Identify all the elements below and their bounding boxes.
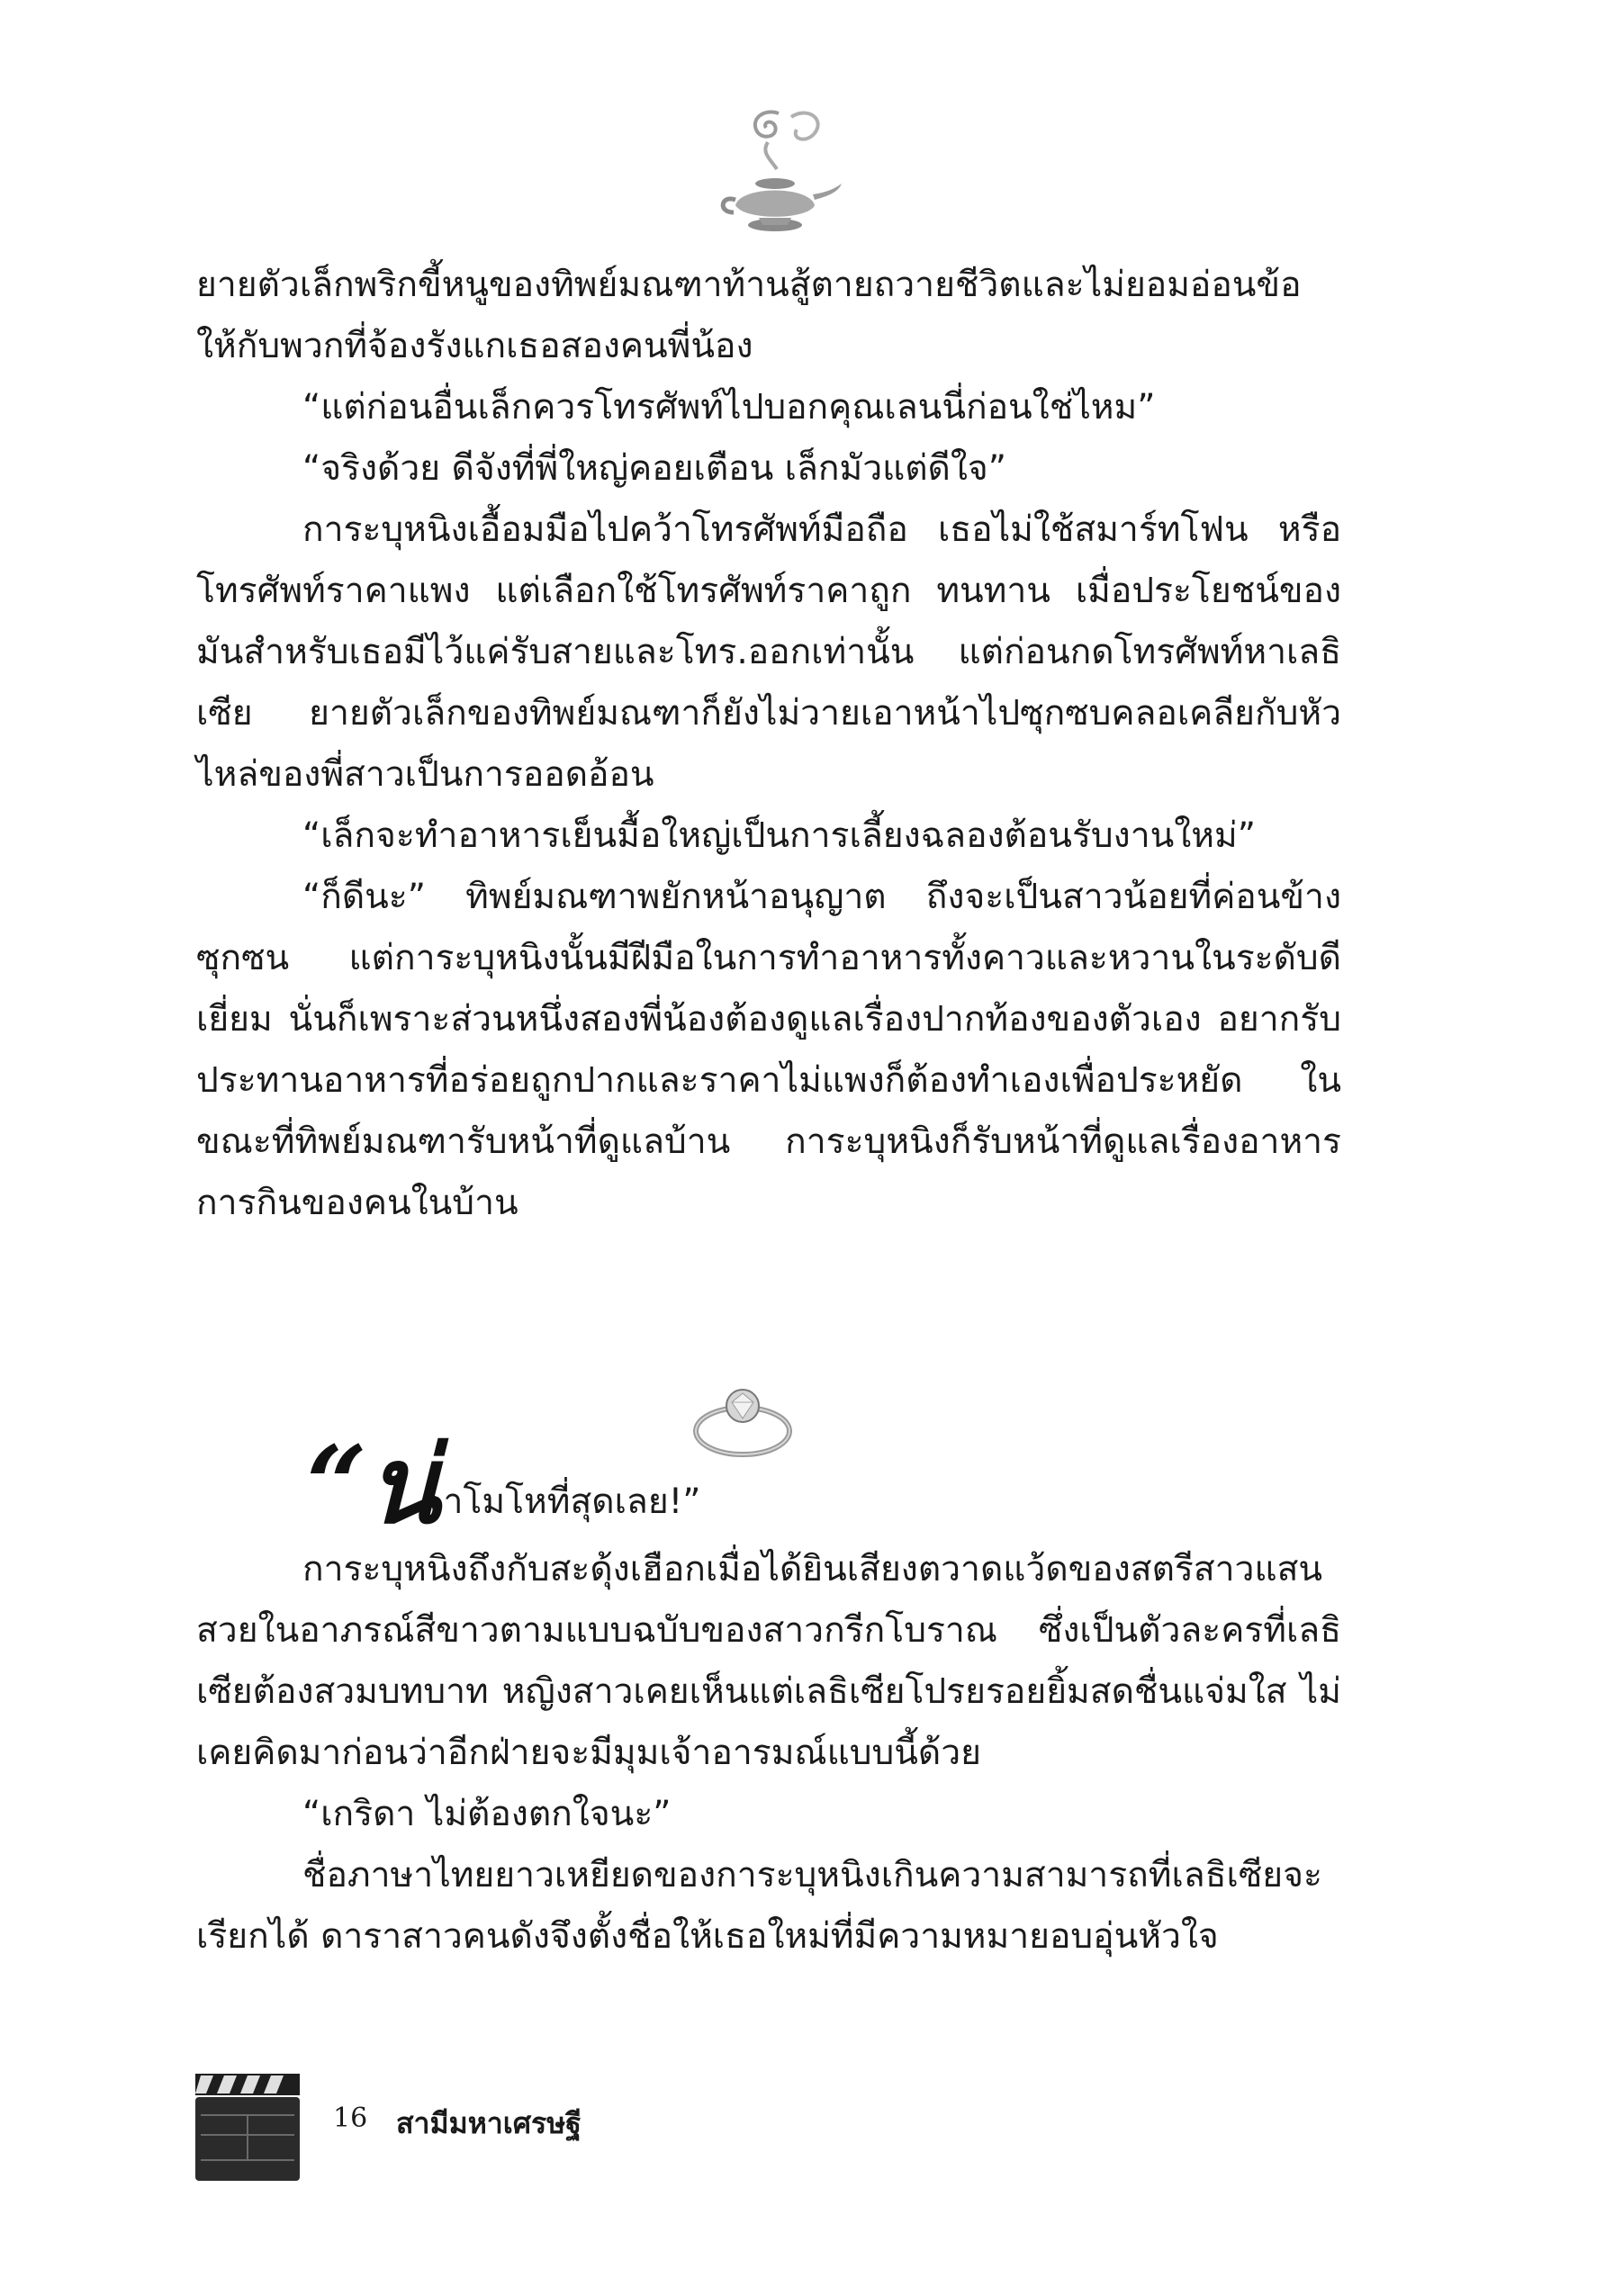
paragraph: “ก็ดีนะ” ทิพย์มณฑาพยักหน้าอนุญาต ถึงจะเป็นสาวน้อยที่ค่อนข้างซุกซน แต่การะบุหนิงนั้นมีฝีมือในการทำอาหารทั้งคาวและหวานในระดับดีเยี่ยม นั่นก็เพราะส่วนหนึ่งสองพี่น้องต้องดูแลเรื่องปากท้องของตัวเอง อยากรับประทานอาหารที่อร่อยถูกปากและราคาไม่แพงก็ต้องทำเองเพื่อประหยัด ในขณะที่ทิพย์มณฑารับหน้าที่ดูแลบ้าน การะบุหนิงก็รับหน้าที่ดูแลเรื่องอาหารการกินของคนในบ้าน xyxy=(196,877,1341,1223)
text-block-section-1 xyxy=(196,255,1341,1234)
drop-cap: “น่ xyxy=(306,1422,440,1547)
paragraph: “เกริดา ไม่ต้องตกใจนะ” xyxy=(302,1794,672,1834)
diamond-ring-icon xyxy=(691,1384,795,1465)
opening-text: าโมโหที่สุดเลย!” xyxy=(443,1481,701,1522)
film-clapperboard-icon xyxy=(194,2070,302,2183)
paragraph: “แต่ก่อนอื่นเล็กควรโทรศัพท์ไปบอกคุณเลนนี่ก่อนใช่ไหม” xyxy=(302,387,1156,428)
paragraph: “เล็กจะทำอาหารเย็นมื้อใหญ่เป็นการเลี้ยงฉลองต้อนรับงานใหม่” xyxy=(302,815,1256,856)
paragraph: ชื่อภาษาไทยยาวเหยียดของการะบุหนิงเกินความสามารถที่เลธิเซียจะเรียกได้ ดาราสาวคนดังจึงตั้งชื่อให้เธอใหม่ที่มีความหมายอบอุ่นหัวใจ xyxy=(196,1855,1322,1957)
paragraph: การะบุหนิงเอื้อมมือไปคว้าโทรศัพท์มือถือ เธอไม่ใช้สมาร์ทโฟน หรือโทรศัพท์ราคาแพง แต่เลือกใช้โทรศัพท์ราคาถูก ทนทาน เมื่อประโยชน์ของมันสำหรับเธอมีไว้แค่รับสายและโทร.ออกเท่านั้น แต่ก่อนกดโทรศัพท์หาเลธิเซีย ยายตัวเล็กของทิพย์มณฑาก็ยังไม่วายเอาหน้าไปซุกซบคลอเคลียกับหัวไหล่ของพี่สาวเป็นการออดอ้อน xyxy=(196,509,1341,795)
paragraph: การะบุหนิงถึงกับสะดุ้งเฮือกเมื่อได้ยินเสียงตวาดแว้ดของสตรีสาวแสนสวยในอาภรณ์สีขาวตามแบบฉบับของสาวกรีกโบราณ ซึ่งเป็นตัวละครที่เลธิเซียต้องสวมบทบาท หญิงสาวเคยเห็นแต่เลธิเซียโปรยรอยยิ้มสดชื่นแจ่มใส ไม่เคยคิดมาก่อนว่าอีกฝ่ายจะมีมุมเจ้าอารมณ์แบบนี้ด้วย xyxy=(196,1549,1341,1773)
paragraph: ยายตัวเล็กพริกขี้หนูของทิพย์มณฑาท้านสู้ตายถวายชีวิตและไม่ยอมอ่อนข้อให้กับพวกที่จ้องรังแกเธอสองคนพี่น้อง xyxy=(196,265,1302,366)
section-opening-line xyxy=(306,1422,701,1547)
text-block-section-2 xyxy=(196,1539,1341,1967)
page-number: 16 xyxy=(333,2102,368,2134)
genie-lamp-icon xyxy=(708,106,843,237)
book-title: สามีมหาเศรษฐี xyxy=(396,2106,582,2140)
page-footer xyxy=(194,2070,824,2187)
paragraph: “จริงด้วย ดีจังที่พี่ใหญ่คอยเตือน เล็กมัวแต่ดีใจ” xyxy=(302,448,1006,489)
